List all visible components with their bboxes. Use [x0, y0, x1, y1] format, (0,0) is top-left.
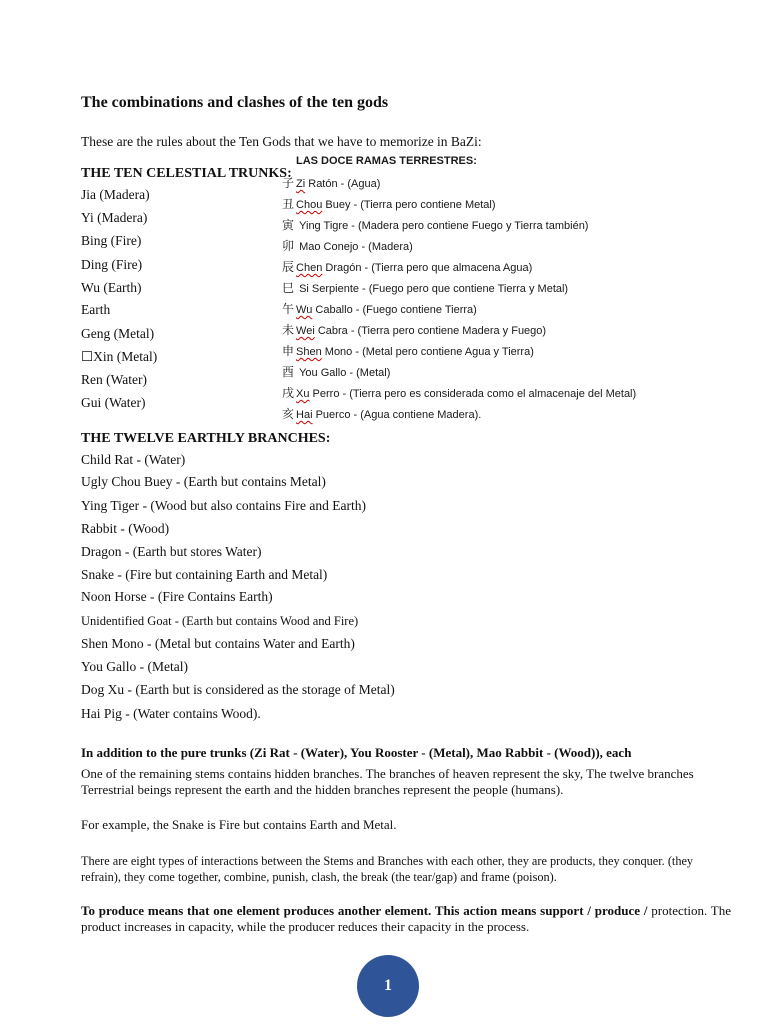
branch-text: Puerco - (Agua contiene Madera).: [312, 409, 482, 421]
trunk-item: Wu (Earth): [81, 280, 142, 295]
branch-text: Ratón - (Agua): [305, 178, 381, 190]
branch-item: Ugly Chou Buey - (Earth but contains Metal): [81, 474, 326, 489]
branch-text: Ying Tigre - (Madera pero contiene Fuego y Tierra también): [296, 220, 589, 232]
branches-heading: THE TWELVE EARTHLY BRANCHES:: [81, 431, 331, 446]
hanzi-char: 辰: [282, 260, 295, 274]
pinyin: Wu: [296, 304, 313, 316]
produce-bold-text: To produce means that one element produces another element. This action means support / produce /: [81, 903, 648, 918]
pinyin: Chen: [296, 262, 323, 274]
branch-text: Buey - (Tierra pero contiene Metal): [322, 199, 496, 211]
branch-text: Caballo - (Fuego contiene Tierra): [312, 304, 477, 316]
pinyin: Chou: [296, 199, 323, 211]
spanish-branch-item: [282, 384, 636, 401]
hanzi-char: 巳: [282, 281, 295, 295]
branch-item: Hai Pig - (Water contains Wood).: [81, 706, 261, 721]
trunk-item: ☐Xin (Metal): [81, 349, 158, 364]
branch-item: Ying Tiger - (Wood but also contains Fire and Earth): [81, 498, 367, 513]
spanish-branch-item: [282, 174, 380, 191]
hanzi-char: 戌: [282, 386, 295, 400]
branch-item: Dog Xu - (Earth but is considered as the storage of Metal): [81, 682, 395, 697]
hidden-branches-paragraph: One of the remaining stems contains hidden branches. The branches of heaven represent the sky, The twelve branches Terrestrial beings represent the earth and the hidden branches represent the people (humans).: [81, 766, 694, 797]
spanish-branch-item: [282, 279, 568, 296]
spanish-branch-item: [282, 342, 534, 359]
spanish-branch-item: [282, 195, 496, 212]
trunk-item: Earth: [81, 302, 111, 317]
trunk-item: Geng (Metal): [81, 326, 155, 341]
spanish-branch-item: [282, 405, 481, 422]
hanzi-char: 寅: [282, 218, 295, 232]
pinyin: Wei: [296, 325, 315, 337]
spanish-branch-item: [282, 363, 390, 380]
trunk-item: Yi (Madera): [81, 210, 148, 225]
branch-item: Rabbit - (Wood): [81, 521, 170, 536]
branch-text: Mono - (Metal pero contiene Agua y Tierra): [321, 346, 534, 358]
branch-item: Unidentified Goat - (Earth but contains Wood and Fire): [81, 614, 359, 628]
branch-text: Mao Conejo - (Madera): [296, 241, 413, 253]
branch-text: You Gallo - (Metal): [296, 367, 391, 379]
intro-text: These are the rules about the Ten Gods that we have to memorize in BaZi:: [81, 134, 482, 149]
trunks-heading: THE TEN CELESTIAL TRUNKS:: [81, 166, 292, 181]
spanish-branch-item: [282, 321, 546, 338]
branch-item: Snake - (Fire but containing Earth and Metal): [81, 567, 328, 582]
spanish-branch-item: [282, 216, 588, 233]
branch-text: Dragón - (Tierra pero que almacena Agua): [322, 262, 533, 274]
branch-item: Child Rat - (Water): [81, 452, 186, 467]
trunk-item: Jia (Madera): [81, 187, 150, 202]
produce-paragraph: [81, 903, 731, 935]
hanzi-char: 酉: [282, 365, 295, 379]
page-number-badge: 1: [357, 955, 419, 1017]
hanzi-char: 亥: [282, 407, 295, 421]
branch-item: Dragon - (Earth but stores Water): [81, 544, 262, 559]
trunk-item: Bing (Fire): [81, 233, 142, 248]
pinyin: Hai: [296, 409, 313, 421]
hanzi-char: 卯: [282, 239, 295, 253]
branch-item: Shen Mono - (Metal but contains Water and Earth): [81, 636, 355, 651]
branch-text: Cabra - (Tierra pero contiene Madera y Fuego): [314, 325, 547, 337]
trunk-item: Gui (Water): [81, 395, 146, 410]
branch-item: You Gallo - (Metal): [81, 659, 188, 674]
spanish-branch-item: [282, 258, 532, 275]
pinyin: Zi: [296, 178, 306, 190]
branch-text: Si Serpiente - (Fuego pero que contiene Tierra y Metal): [296, 283, 569, 295]
pinyin: Xu: [296, 388, 310, 400]
spanish-branch-item: [282, 237, 413, 254]
snake-example-paragraph: For example, the Snake is Fire but contains Earth and Metal.: [81, 817, 397, 832]
pinyin: Shen: [296, 346, 322, 358]
hanzi-char: 丑: [282, 197, 295, 211]
hanzi-char: 申: [282, 344, 295, 358]
hanzi-char: 子: [282, 176, 295, 190]
pure-trunks-line: In addition to the pure trunks (Zi Rat - (Water), You Rooster - (Metal), Mao Rabbit - (Wood)), each: [81, 745, 632, 760]
document-title: The combinations and clashes of the ten gods: [81, 94, 389, 111]
hanzi-char: 午: [282, 302, 295, 316]
hanzi-char: 未: [282, 323, 295, 337]
trunk-item: Ding (Fire): [81, 257, 143, 272]
spanish-branch-item: [282, 300, 477, 317]
branch-text: Perro - (Tierra pero es considerada como el almacenaje del Metal): [309, 388, 637, 400]
trunk-item: Ren (Water): [81, 372, 148, 387]
branch-item: Noon Horse - (Fire Contains Earth): [81, 589, 273, 604]
interactions-paragraph: There are eight types of interactions between the Stems and Branches with each other, they are products, they conquer. (they refrain), they come together, combine, punish, clash, the break (the tear/gap) and frame (poison).: [81, 854, 694, 884]
spanish-branches-heading: LAS DOCE RAMAS TERRESTRES:: [296, 155, 477, 167]
produce-rest-text: protection. The product increases in capacity, while the producer reduces their capacity in the process.: [81, 903, 732, 934]
